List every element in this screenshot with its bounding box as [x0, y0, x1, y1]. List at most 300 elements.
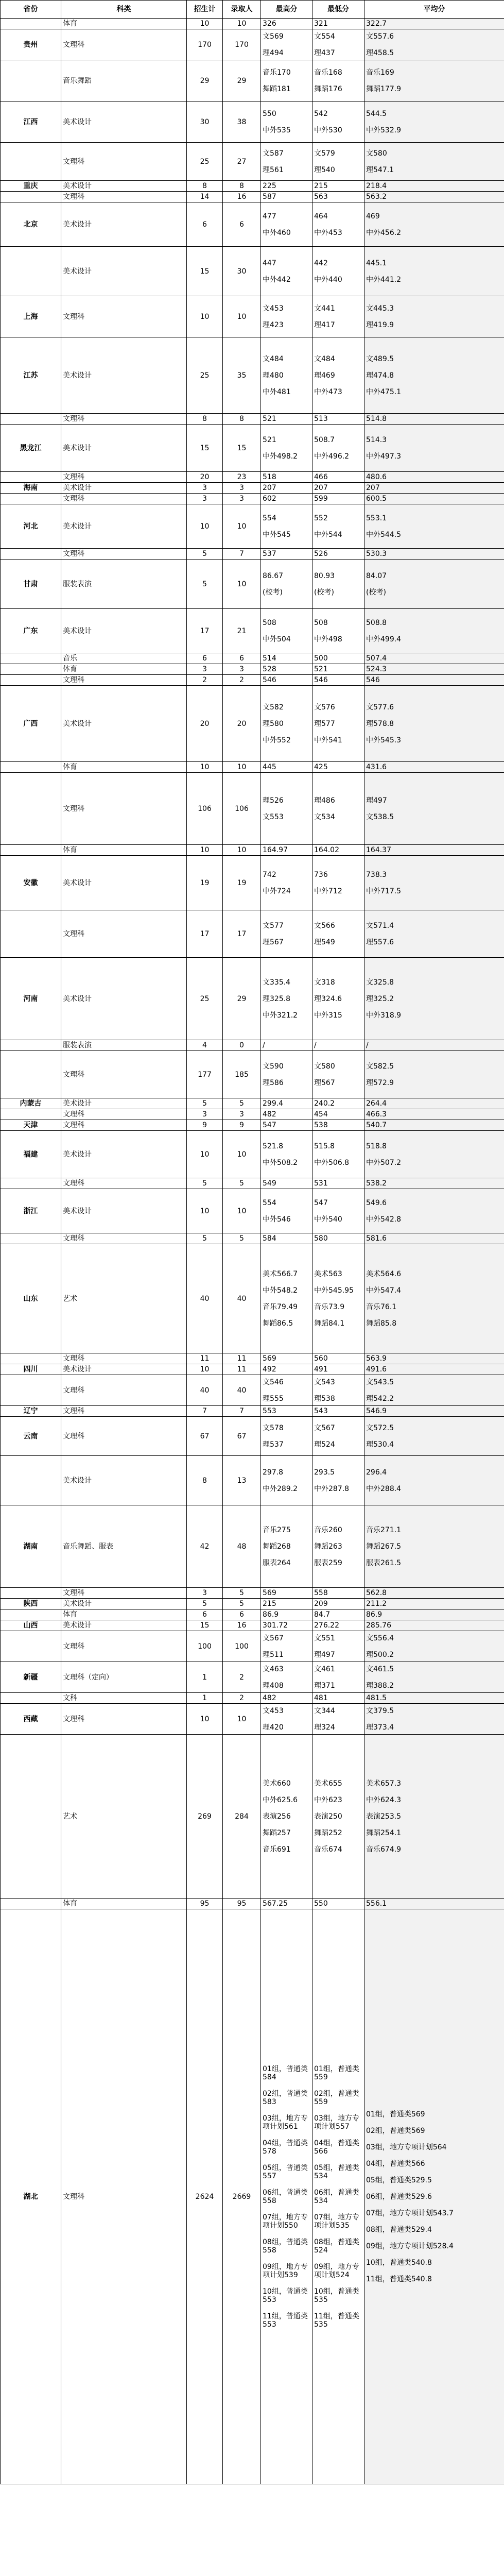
province-cell — [1, 60, 61, 101]
subject-cell: 文理科 — [61, 1375, 187, 1406]
admitted-cell: 170 — [223, 29, 261, 60]
table-row — [1, 337, 504, 414]
province-cell — [1, 414, 61, 425]
admitted-cell: 21 — [223, 609, 261, 653]
subject-cell: 体育 — [61, 762, 187, 773]
province-cell: 福建 — [1, 1131, 61, 1178]
plan-cell: 15 — [187, 1620, 223, 1631]
plan-cell: 10 — [187, 845, 223, 856]
table-row — [1, 664, 504, 675]
subject-cell: 美术设计 — [61, 181, 187, 192]
plan-cell: 177 — [187, 1051, 223, 1098]
subject-cell: 美术设计 — [61, 1098, 187, 1109]
admitted-cell: 7 — [223, 549, 261, 560]
admitted-cell: 100 — [223, 1631, 261, 1662]
admitted-cell: 8 — [223, 181, 261, 192]
min-score-cell: 文344 理324 — [312, 1704, 364, 1735]
min-score-cell: 454 — [312, 1109, 364, 1120]
table-row — [1, 101, 504, 143]
table-row — [1, 1244, 504, 1353]
admitted-cell: 16 — [223, 192, 261, 202]
max-score-cell: 508 中外504 — [261, 609, 312, 653]
avg-score-cell: 文582.5 理572.9 — [364, 1051, 504, 1098]
table-row — [1, 414, 504, 425]
table-body — [1, 19, 504, 2484]
table-row — [1, 1109, 504, 1120]
plan-cell: 2 — [187, 675, 223, 686]
subject-cell: 文理科 — [61, 494, 187, 504]
max-score-cell: 文546 理555 — [261, 1375, 312, 1406]
province-cell: 广西 — [1, 686, 61, 762]
province-cell: 内蒙古 — [1, 1098, 61, 1109]
plan-cell: 40 — [187, 1375, 223, 1406]
max-score-cell: 01组，普通类584 02组，普通类583 03组，地方专项计划561 04组，普通类578 05组，普通类557 06组，普通类558 07组，地方专项计划550 08组，普通类558 09组，地方专项计划539 10组，普通类553 11组，普通类553 — [261, 1909, 312, 2484]
subject-cell: 音乐舞蹈 — [61, 60, 187, 101]
province-cell — [1, 1109, 61, 1120]
avg-score-cell: 546.9 — [364, 1406, 504, 1417]
admitted-cell: 10 — [223, 296, 261, 337]
admitted-cell: 3 — [223, 1109, 261, 1120]
table-row — [1, 1131, 504, 1178]
avg-score-cell: 音乐271.1 舞蹈267.5 服表261.5 — [364, 1505, 504, 1588]
avg-score-cell: 480.6 — [364, 472, 504, 483]
min-score-cell: / — [312, 1040, 364, 1051]
plan-cell: 106 — [187, 773, 223, 845]
avg-score-cell: 600.5 — [364, 494, 504, 504]
avg-score-cell: 文572.5 理530.4 — [364, 1417, 504, 1456]
avg-score-cell: 518.8 中外507.2 — [364, 1131, 504, 1178]
max-score-cell: 482 — [261, 1109, 312, 1120]
admitted-cell: 10 — [223, 504, 261, 549]
plan-cell: 5 — [187, 1599, 223, 1609]
table-row — [1, 29, 504, 60]
min-score-cell: 文543 理538 — [312, 1375, 364, 1406]
admitted-cell: 10 — [223, 19, 261, 29]
admitted-cell: 106 — [223, 773, 261, 845]
admitted-cell: 35 — [223, 337, 261, 414]
min-score-cell: 文580 理567 — [312, 1051, 364, 1098]
max-score-cell: 文582 理580 中外552 — [261, 686, 312, 762]
subject-cell: 文理科 — [61, 1588, 187, 1599]
max-score-cell: 86.9 — [261, 1609, 312, 1620]
avg-score-cell: 01组，普通类569 02组，普通类569 03组，地方专项计划564 04组，普通类566 05组，普通类529.5 06组，普通类529.6 07组，地方专项计划543.7 08组，普通类529.4 09组，地方专项计划528.4 10组，普通类540.8 11组，普通类540.8 — [364, 1909, 504, 2484]
plan-cell: 25 — [187, 958, 223, 1040]
admitted-cell: 5 — [223, 1588, 261, 1599]
plan-cell: 14 — [187, 192, 223, 202]
admitted-cell: 10 — [223, 1189, 261, 1233]
admitted-cell: 10 — [223, 560, 261, 609]
avg-score-cell: 文379.5 理373.4 — [364, 1704, 504, 1735]
max-score-cell: 297.8 中外289.2 — [261, 1456, 312, 1505]
table-row — [1, 1735, 504, 1899]
min-score-cell: 599 — [312, 494, 364, 504]
min-score-cell: 558 — [312, 1588, 364, 1599]
province-cell: 云南 — [1, 1417, 61, 1456]
avg-score-cell: 文557.6 理458.5 — [364, 29, 504, 60]
min-score-cell: 240.2 — [312, 1098, 364, 1109]
avg-score-cell: 562.8 — [364, 1588, 504, 1599]
province-cell: 河南 — [1, 958, 61, 1040]
province-cell — [1, 1609, 61, 1620]
plan-cell: 10 — [187, 1704, 223, 1735]
avg-score-cell: 文445.3 理419.9 — [364, 296, 504, 337]
max-score-cell: 326 — [261, 19, 312, 29]
max-score-cell: 文587 理561 — [261, 143, 312, 181]
table-row — [1, 1178, 504, 1189]
table-row — [1, 192, 504, 202]
admitted-cell: 185 — [223, 1051, 261, 1098]
plan-cell: 7 — [187, 1406, 223, 1417]
province-cell — [1, 664, 61, 675]
avg-score-cell: 文543.5 理542.2 — [364, 1375, 504, 1406]
min-score-cell: 美术563 中外545.95 音乐73.9 舞蹈84.1 — [312, 1244, 364, 1353]
min-score-cell: 文318 理324.6 中外315 — [312, 958, 364, 1040]
table-row — [1, 143, 504, 181]
plan-cell: 4 — [187, 1040, 223, 1051]
avg-score-cell: 538.2 — [364, 1178, 504, 1189]
province-cell: 广东 — [1, 609, 61, 653]
province-cell — [1, 1353, 61, 1364]
table-row — [1, 1693, 504, 1704]
avg-score-cell: 563.2 — [364, 192, 504, 202]
table-row — [1, 1189, 504, 1233]
table-row — [1, 425, 504, 472]
max-score-cell: 518 — [261, 472, 312, 483]
table-row — [1, 1040, 504, 1051]
province-cell — [1, 1375, 61, 1406]
province-cell — [1, 143, 61, 181]
max-score-cell: 492 — [261, 1364, 312, 1375]
max-score-cell: 521 中外498.2 — [261, 425, 312, 472]
subject-cell: 音乐舞蹈、服表 — [61, 1505, 187, 1588]
table-row — [1, 686, 504, 762]
subject-cell: 体育 — [61, 1609, 187, 1620]
avg-score-cell: 文580 理547.1 — [364, 143, 504, 181]
admitted-cell: 5 — [223, 1098, 261, 1109]
max-score-cell: 文453 理420 — [261, 1704, 312, 1735]
province-cell: 陕西 — [1, 1599, 61, 1609]
subject-cell: 文理科 — [61, 1704, 187, 1735]
plan-cell: 67 — [187, 1417, 223, 1456]
avg-score-cell: 469 中外456.2 — [364, 202, 504, 247]
table-row — [1, 1704, 504, 1735]
min-score-cell: 文461 理371 — [312, 1662, 364, 1693]
min-score-cell: 531 — [312, 1178, 364, 1189]
subject-cell: 美术设计 — [61, 101, 187, 143]
plan-cell: 10 — [187, 762, 223, 773]
max-score-cell: 550 中外535 — [261, 101, 312, 143]
subject-cell: 艺术 — [61, 1735, 187, 1899]
avg-score-cell: 文577.6 理578.8 中外545.3 — [364, 686, 504, 762]
subject-cell: 美术设计 — [61, 856, 187, 910]
table-row — [1, 1098, 504, 1109]
admitted-cell: 29 — [223, 60, 261, 101]
subject-cell: 体育 — [61, 1899, 187, 1909]
admitted-cell: 3 — [223, 483, 261, 494]
avg-score-cell: 530.3 — [364, 549, 504, 560]
plan-cell: 29 — [187, 60, 223, 101]
province-cell: 天津 — [1, 1120, 61, 1131]
header-plan: 招生计 — [187, 1, 223, 19]
table-row — [1, 773, 504, 845]
max-score-cell: / — [261, 1040, 312, 1051]
max-score-cell: 546 — [261, 675, 312, 686]
plan-cell: 5 — [187, 549, 223, 560]
table-row — [1, 1609, 504, 1620]
min-score-cell: 文484 理469 中外473 — [312, 337, 364, 414]
admitted-cell: 8 — [223, 414, 261, 425]
plan-cell: 10 — [187, 504, 223, 549]
max-score-cell: 美术660 中外625.6 表演256 舞蹈257 音乐691 — [261, 1735, 312, 1899]
max-score-cell: 音乐275 舞蹈268 服表264 — [261, 1505, 312, 1588]
avg-score-cell: 524.3 — [364, 664, 504, 675]
min-score-cell: 80.93 (校考) — [312, 560, 364, 609]
province-cell — [1, 1233, 61, 1244]
subject-cell: 美术设计 — [61, 202, 187, 247]
plan-cell: 17 — [187, 910, 223, 958]
subject-cell: 文理科 — [61, 472, 187, 483]
plan-cell: 10 — [187, 19, 223, 29]
max-score-cell: 164.97 — [261, 845, 312, 856]
table-row — [1, 1406, 504, 1417]
admitted-cell: 29 — [223, 958, 261, 1040]
table-row — [1, 910, 504, 958]
min-score-cell: 文576 理577 中外541 — [312, 686, 364, 762]
min-score-cell: 文566 理549 — [312, 910, 364, 958]
max-score-cell: 514 — [261, 653, 312, 664]
plan-cell: 19 — [187, 856, 223, 910]
avg-score-cell: 546 — [364, 675, 504, 686]
admitted-cell: 48 — [223, 1505, 261, 1588]
province-cell: 安徽 — [1, 856, 61, 910]
table-row — [1, 1456, 504, 1505]
plan-cell: 3 — [187, 1588, 223, 1599]
province-cell: 重庆 — [1, 181, 61, 192]
province-cell — [1, 1051, 61, 1098]
max-score-cell: 567.25 — [261, 1899, 312, 1909]
province-cell: 湖南 — [1, 1505, 61, 1588]
avg-score-cell: 581.6 — [364, 1233, 504, 1244]
province-cell: 河北 — [1, 504, 61, 549]
max-score-cell: 文335.4 理325.8 中外321.2 — [261, 958, 312, 1040]
max-score-cell: 553 — [261, 1406, 312, 1417]
table-row — [1, 472, 504, 483]
subject-cell: 文理科 — [61, 192, 187, 202]
plan-cell: 5 — [187, 560, 223, 609]
admitted-cell: 11 — [223, 1353, 261, 1364]
province-cell — [1, 1588, 61, 1599]
max-score-cell: 文590 理586 — [261, 1051, 312, 1098]
min-score-cell: 500 — [312, 653, 364, 664]
province-cell — [1, 1693, 61, 1704]
admitted-cell: 3 — [223, 494, 261, 504]
min-score-cell: 736 中外712 — [312, 856, 364, 910]
province-cell: 山东 — [1, 1244, 61, 1353]
min-score-cell: 文551 理497 — [312, 1631, 364, 1662]
plan-cell: 25 — [187, 337, 223, 414]
avg-score-cell: 164.37 — [364, 845, 504, 856]
plan-cell: 170 — [187, 29, 223, 60]
admitted-cell: 95 — [223, 1899, 261, 1909]
plan-cell: 15 — [187, 247, 223, 296]
min-score-cell: 491 — [312, 1364, 364, 1375]
subject-cell: 文理科 — [61, 1109, 187, 1120]
avg-score-cell: 文489.5 理474.8 中外475.1 — [364, 337, 504, 414]
province-cell: 湖北 — [1, 1909, 61, 2484]
subject-cell: 体育 — [61, 19, 187, 29]
province-cell — [1, 549, 61, 560]
avg-score-cell: 美术564.6 中外547.4 音乐76.1 舞蹈85.8 — [364, 1244, 504, 1353]
max-score-cell: 文484 理480 中外481 — [261, 337, 312, 414]
min-score-cell: 164.02 — [312, 845, 364, 856]
min-score-cell: 文567 理524 — [312, 1417, 364, 1456]
table-row — [1, 483, 504, 494]
min-score-cell: 526 — [312, 549, 364, 560]
table-row — [1, 675, 504, 686]
plan-cell: 11 — [187, 1353, 223, 1364]
avg-score-cell: 431.6 — [364, 762, 504, 773]
plan-cell: 3 — [187, 1109, 223, 1120]
admitted-cell: 16 — [223, 1620, 261, 1631]
min-score-cell: 文554 理437 — [312, 29, 364, 60]
subject-cell: 美术设计 — [61, 247, 187, 296]
plan-cell: 1 — [187, 1662, 223, 1693]
admitted-cell: 38 — [223, 101, 261, 143]
avg-score-cell: 556.1 — [364, 1899, 504, 1909]
admitted-cell: 20 — [223, 686, 261, 762]
plan-cell: 20 — [187, 686, 223, 762]
table-row — [1, 1233, 504, 1244]
max-score-cell: 225 — [261, 181, 312, 192]
avg-score-cell: 296.4 中外288.4 — [364, 1456, 504, 1505]
admitted-cell: 17 — [223, 910, 261, 958]
max-score-cell: 547 — [261, 1120, 312, 1131]
subject-cell: 体育 — [61, 845, 187, 856]
subject-cell: 文理科 — [61, 1631, 187, 1662]
subject-cell: 文科 — [61, 1693, 187, 1704]
header-avg-score: 平均分 — [364, 1, 504, 19]
max-score-cell: 301.72 — [261, 1620, 312, 1631]
max-score-cell: 554 中外546 — [261, 1189, 312, 1233]
header-admitted: 录取人 — [223, 1, 261, 19]
min-score-cell: 464 中外453 — [312, 202, 364, 247]
min-score-cell: 209 — [312, 1599, 364, 1609]
province-cell — [1, 910, 61, 958]
min-score-cell: 563 — [312, 192, 364, 202]
admitted-cell: 284 — [223, 1735, 261, 1899]
province-cell — [1, 762, 61, 773]
table-header-row — [1, 1, 504, 19]
header-province: 省份 — [1, 1, 61, 19]
avg-score-cell: 音乐169 舞蹈177.9 — [364, 60, 504, 101]
min-score-cell: 理486 文534 — [312, 773, 364, 845]
subject-cell: 美术设计 — [61, 483, 187, 494]
subject-cell: 美术设计 — [61, 425, 187, 472]
plan-cell: 15 — [187, 425, 223, 472]
min-score-cell: 442 中外440 — [312, 247, 364, 296]
max-score-cell: 447 中外442 — [261, 247, 312, 296]
subject-cell: 文理科 — [61, 1353, 187, 1364]
table-row — [1, 60, 504, 101]
subject-cell: 美术设计 — [61, 609, 187, 653]
province-cell — [1, 247, 61, 296]
table-row — [1, 1588, 504, 1599]
subject-cell: 美术设计 — [61, 504, 187, 549]
min-score-cell: 546 — [312, 675, 364, 686]
plan-cell: 40 — [187, 1244, 223, 1353]
min-score-cell: 音乐168 舞蹈176 — [312, 60, 364, 101]
table-row — [1, 1051, 504, 1098]
min-score-cell: 508.7 中外496.2 — [312, 425, 364, 472]
table-row — [1, 247, 504, 296]
min-score-cell: 293.5 中外287.8 — [312, 1456, 364, 1505]
subject-cell: 文理科 — [61, 1178, 187, 1189]
admitted-cell: 5 — [223, 1178, 261, 1189]
admitted-cell: 15 — [223, 425, 261, 472]
min-score-cell: 560 — [312, 1353, 364, 1364]
subject-cell: 文理科 — [61, 675, 187, 686]
max-score-cell: 文577 理567 — [261, 910, 312, 958]
max-score-cell: 742 中外724 — [261, 856, 312, 910]
plan-cell: 25 — [187, 143, 223, 181]
subject-cell: 美术设计 — [61, 1620, 187, 1631]
avg-score-cell: 553.1 中外544.5 — [364, 504, 504, 549]
admitted-cell: 13 — [223, 1456, 261, 1505]
subject-cell: 美术设计 — [61, 1599, 187, 1609]
max-score-cell: 445 — [261, 762, 312, 773]
subject-cell: 美术设计 — [61, 1456, 187, 1505]
avg-score-cell: 285.76 — [364, 1620, 504, 1631]
max-score-cell: 文453 理423 — [261, 296, 312, 337]
plan-cell: 6 — [187, 653, 223, 664]
subject-cell: 服装表演 — [61, 1040, 187, 1051]
province-cell — [1, 19, 61, 29]
avg-score-cell: 514.3 中外497.3 — [364, 425, 504, 472]
province-cell — [1, 845, 61, 856]
max-score-cell: 569 — [261, 1353, 312, 1364]
avg-score-cell: 264.4 — [364, 1098, 504, 1109]
avg-score-cell: 563.9 — [364, 1353, 504, 1364]
province-cell — [1, 1178, 61, 1189]
avg-score-cell: 549.6 中外542.8 — [364, 1189, 504, 1233]
table-row — [1, 1620, 504, 1631]
max-score-cell: 音乐170 舞蹈181 — [261, 60, 312, 101]
header-min-score: 最低分 — [312, 1, 364, 19]
min-score-cell: 207 — [312, 483, 364, 494]
min-score-cell: 425 — [312, 762, 364, 773]
subject-cell: 美术设计 — [61, 1189, 187, 1233]
subject-cell: 文理科 — [61, 296, 187, 337]
plan-cell: 30 — [187, 101, 223, 143]
province-cell: 浙江 — [1, 1189, 61, 1233]
plan-cell: 5 — [187, 1098, 223, 1109]
admitted-cell: 2 — [223, 1693, 261, 1704]
max-score-cell: 86.67 (校考) — [261, 560, 312, 609]
subject-cell: 文理科 — [61, 1909, 187, 2484]
province-cell: 山西 — [1, 1620, 61, 1631]
max-score-cell: 理526 文553 — [261, 773, 312, 845]
province-cell: 甘肃 — [1, 560, 61, 609]
avg-score-cell: 文571.4 理557.6 — [364, 910, 504, 958]
province-cell: 四川 — [1, 1364, 61, 1375]
avg-score-cell: 84.07 (校考) — [364, 560, 504, 609]
admitted-cell: 30 — [223, 247, 261, 296]
table-row — [1, 1909, 504, 2484]
avg-score-cell: 738.3 中外717.5 — [364, 856, 504, 910]
admitted-cell: 7 — [223, 1406, 261, 1417]
avg-score-cell: 文325.8 理325.2 中外318.9 — [364, 958, 504, 1040]
min-score-cell: 543 — [312, 1406, 364, 1417]
